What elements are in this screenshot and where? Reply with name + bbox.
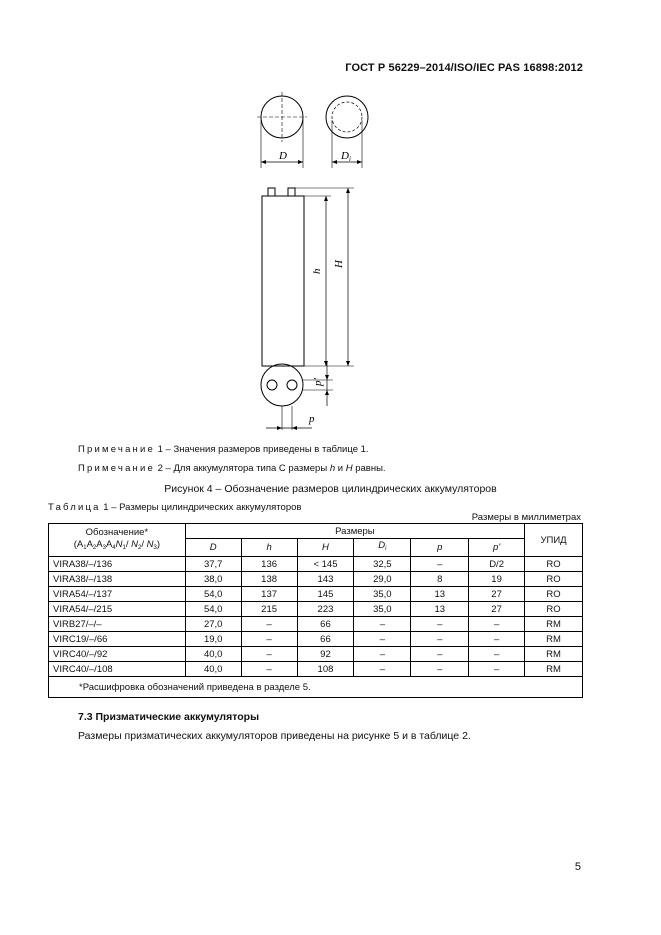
table-cell: –	[354, 632, 411, 647]
col-h: h	[241, 539, 297, 557]
table-cell: 13	[411, 587, 469, 602]
table-cell: D/2	[469, 557, 525, 572]
table-cell: –	[241, 647, 297, 662]
table-cell: –	[241, 662, 297, 677]
label-p-prime: p'	[312, 378, 324, 386]
table-cell: RM	[525, 632, 583, 647]
table-row	[49, 557, 583, 572]
table-cell: –	[469, 632, 525, 647]
page-number: 5	[574, 861, 581, 873]
table-cell: –	[469, 647, 525, 662]
cell-designation: VIRC40/–/108	[49, 662, 186, 677]
table-cell: 92	[297, 647, 354, 662]
table-cell: 136	[241, 557, 297, 572]
cell-designation: VIRA54/–/137	[49, 587, 186, 602]
col-H: H	[297, 539, 354, 557]
table-cell: –	[354, 647, 411, 662]
upid-header: УПИД	[525, 524, 583, 557]
table-cell: 40,0	[185, 662, 241, 677]
col-Di: $D_i$	[354, 539, 411, 557]
table-cell: 13	[411, 602, 469, 617]
table-footnote: *Расшифровка обозначений приведена в разделе 5.	[49, 677, 583, 698]
table-cell: –	[411, 557, 469, 572]
table-cell: 54,0	[185, 587, 241, 602]
table-cell: RO	[525, 557, 583, 572]
table-cell: 145	[297, 587, 354, 602]
table-cell: 27	[469, 602, 525, 617]
table-cell: 35,0	[354, 602, 411, 617]
table-row	[49, 632, 583, 647]
table-cell: 38,0	[185, 572, 241, 587]
table-cell: 108	[297, 662, 354, 677]
table-cell: 8	[411, 572, 469, 587]
sizes-header: Размеры	[185, 524, 524, 539]
table-cell: < 145	[297, 557, 354, 572]
table-cell: RO	[525, 572, 583, 587]
table-cell: –	[354, 617, 411, 632]
table-cell: 27	[469, 587, 525, 602]
col-p: p	[411, 539, 469, 557]
table-cell: RO	[525, 587, 583, 602]
table-row	[49, 602, 583, 617]
table-cell: 32,5	[354, 557, 411, 572]
table-cell: 66	[297, 632, 354, 647]
label-H: H	[333, 260, 345, 268]
designation-formula: ($A_1A_2A_3A_4N_1/$ $N_2/$ $N_3$)	[73, 538, 161, 551]
table-cell: 66	[297, 617, 354, 632]
table-cell: RM	[525, 647, 583, 662]
table-caption: Таблица 1 – Размеры цилиндрических аккумуляторов	[48, 502, 302, 513]
table-cell: –	[241, 617, 297, 632]
table-cell: 138	[241, 572, 297, 587]
table-row	[49, 647, 583, 662]
table-cell: 143	[297, 572, 354, 587]
col-p-prime: p'	[469, 539, 525, 557]
table-cell: 54,0	[185, 602, 241, 617]
table-cell: –	[469, 662, 525, 677]
section-title: 7.3 Призматические аккумуляторы	[78, 711, 260, 723]
table-cell: –	[411, 617, 469, 632]
table-row	[49, 572, 583, 587]
cell-designation: VIRB27/–/–	[49, 617, 186, 632]
label-D: D	[279, 150, 287, 162]
table-cell: 27,0	[185, 617, 241, 632]
dimensions-table	[48, 523, 583, 698]
table-cell: 40,0	[185, 647, 241, 662]
table-cell: 215	[241, 602, 297, 617]
table-cell: –	[411, 662, 469, 677]
figure-note-2: Примечание 2 – Для аккумулятора типа С размеры h и H равны.	[78, 463, 386, 474]
table-row	[49, 587, 583, 602]
cell-designation: VIRA54/–/215	[49, 602, 186, 617]
table-cell: 19,0	[185, 632, 241, 647]
cell-designation: VIRA38/–/138	[49, 572, 186, 587]
cell-designation: VIRC19/–/66	[49, 632, 186, 647]
table-cell: –	[469, 617, 525, 632]
table-cell: 137	[241, 587, 297, 602]
table-cell: RM	[525, 617, 583, 632]
table-cell: –	[411, 632, 469, 647]
table-row	[49, 662, 583, 677]
table-cell: 19	[469, 572, 525, 587]
document-header: ГОСТ Р 56229–2014/ISO/IEC PAS 16898:2012	[345, 62, 583, 74]
table-row	[49, 617, 583, 632]
label-h: h	[311, 268, 323, 274]
designation-header: Обозначение* ($A_1A_2A_3A_4N_1/$ $N_2/$ $N_3$)	[49, 524, 186, 557]
col-D: D	[185, 539, 241, 557]
table-cell: 223	[297, 602, 354, 617]
battery-dimensions-figure	[230, 88, 370, 438]
table-cell: 29,0	[354, 572, 411, 587]
table-units: Размеры в миллиметрах	[471, 512, 581, 523]
table-cell: RO	[525, 602, 583, 617]
cell-designation: VIRC40/–/92	[49, 647, 186, 662]
table-cell: 35,0	[354, 587, 411, 602]
label-Di: Di	[341, 150, 351, 163]
table-cell: –	[354, 662, 411, 677]
cylinder-body	[262, 196, 304, 366]
table-cell: –	[241, 632, 297, 647]
label-p: p	[309, 413, 315, 425]
table-cell: –	[411, 647, 469, 662]
table-cell: RM	[525, 662, 583, 677]
figure-caption: Рисунок 4 – Обозначение размеров цилиндрических аккумуляторов	[164, 483, 497, 495]
section-text: Размеры призматических аккумуляторов приведены на рисунке 5 и в таблице 2.	[78, 730, 471, 742]
cell-designation: VIRA38/–/136	[49, 557, 186, 572]
table-cell: 37,7	[185, 557, 241, 572]
figure-note-1: Примечание 1 – Значения размеров приведены в таблице 1.	[78, 444, 369, 455]
